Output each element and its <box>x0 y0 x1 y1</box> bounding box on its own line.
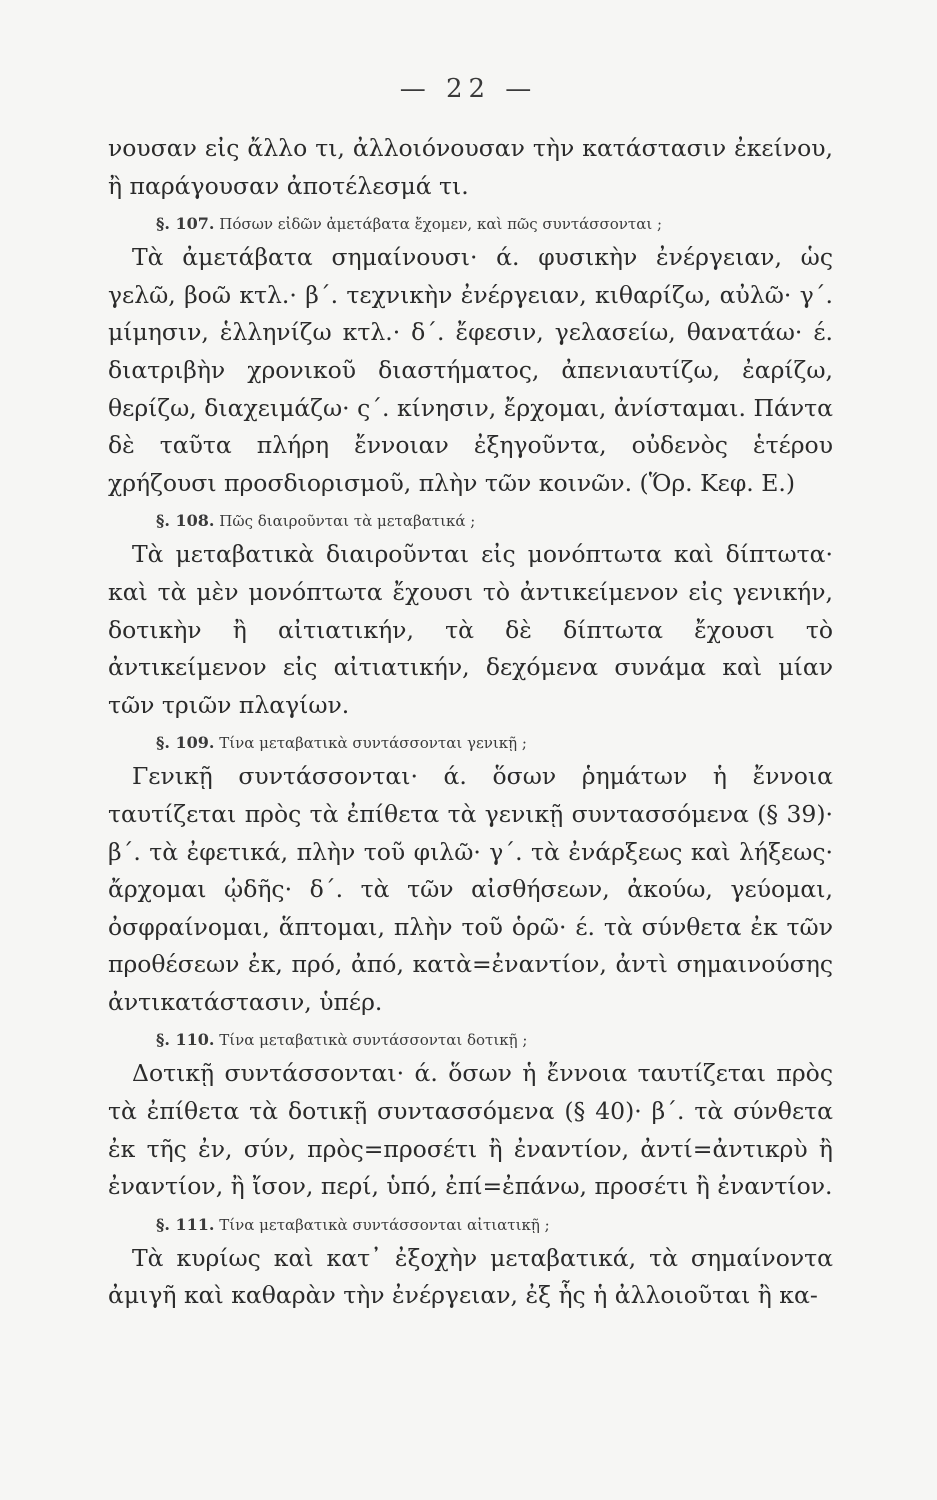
question-text: Τίνα μεταβατικὰ συντάσσονται δοτικῇ ; <box>219 1031 528 1050</box>
page-number: — 22 — <box>399 74 538 104</box>
section-109-answer: Γενικῇ συντάσσονται· ά. ὅσων ῥημάτων ἡ ἔννοια ταυτίζεται πρὸς τὰ ἐπίθετα τὰ γενικῇ συντασσόμενα (§ 39)· β΄. τὰ ἐφετικά, πλὴν τοῦ φιλῶ· γ΄. τὰ ἐνάρξεως καὶ λήξεως· ἄρχομαι ᾠδῆς· δ΄. τὰ τῶν αἰσθήσεων, ἀκούω, γεύομαι, ὀσφραίνομαι, ἅπτομαι, πλὴν τοῦ ὁρῶ· έ. τὰ σύνθετα ἐκ τῶν προθέσεων ἐκ, πρό, ἀπό, κατὰ=ἐναντίον, ἀντὶ σημαινούσης ἀντικατάστασιν, ὑπέρ. <box>108 762 833 1016</box>
section-number: §. 109. <box>156 733 215 753</box>
section-110-answer: Δοτικῇ συντάσσονται· ά. ὅσων ἡ ἔννοια ταυτίζεται πρὸς τὰ ἐπίθετα τὰ δοτικῇ συντασσόμενα (§ 40)· β΄. τὰ σύνθετα ἐκ τῆς ἐν, σύν, πρὸς=προσέτι ἢ ἐναντίον, ἀντί=ἀντικρὺ ἢ ἐναντίον, ἢ ἴσον, περί, ὑπό, ἐπί=ἐπάνω, προσέτι ἢ ἐναντίον. <box>108 1059 833 1201</box>
question-text: Πόσων εἰδῶν ἀμετάβατα ἔχομεν, καὶ πῶς συντάσσονται ; <box>219 215 663 234</box>
section-108-answer: Τὰ μεταβατικὰ διαιροῦνται εἰς μονόπτωτα καὶ δίπτωτα· καὶ τὰ μὲν μονόπτωτα ἔχουσι τὸ ἀντικείμενον εἰς γενικήν, δοτικὴν ἢ αἰτιατικήν, τὰ δὲ δίπτωτα ἔχουσι τὸ ἀντικείμενον εἰς αἰτιατικήν, δεχόμενα συνάμα καὶ μίαν τῶν τριῶν πλαγίων. <box>108 540 833 719</box>
section-108-question <box>108 508 833 534</box>
section-number: §. 108. <box>156 511 215 531</box>
question-text: Τίνα μεταβατικὰ συντάσσονται αἰτιατικῇ ; <box>219 1215 550 1234</box>
section-109-question <box>108 730 833 756</box>
section-number: §. 111. <box>156 1214 215 1234</box>
page-body <box>108 130 833 1315</box>
section-111-answer: Τὰ κυρίως καὶ κατ᾽ ἐξοχὴν μεταβατικά, τὰ σημαίνοντα ἀμιγῆ καὶ καθαρὰν τὴν ἐνέργειαν, ἐξ ἧς ἡ ἀλλοιοῦται ἢ κα- <box>108 1243 833 1310</box>
section-107-answer: Τὰ ἀμετάβατα σημαίνουσι· ά. φυσικὴν ἐνέργειαν, ὡς γελῶ, βοῶ κτλ.· β΄. τεχνικὴν ἐνέργειαν, κιθαρίζω, αὐλῶ· γ΄. μίμησιν, ἑλληνίζω κτλ.· δ΄. ἔφεσιν, γελασείω, θανατάω· έ. διατριβὴν χρονικοῦ διαστήματος, ἀπενιαυτίζω, ἐαρίζω, θερίζω, διαχειμάζω· ς΄. κίνησιν, ἔρχομαι, ἀνίσταμαι. Πάντα δὲ ταῦτα πλήρη ἔννοιαν ἐξηγοῦντα, οὐδενὸς ἑτέρου χρήζουσι προσδιορισμοῦ, πλὴν τῶν κοινῶν. (Ὅρ. Κεφ. Ε.) <box>108 243 833 497</box>
question-text: Τίνα μεταβατικὰ συντάσσονται γενικῇ ; <box>219 734 527 753</box>
paragraph-continuation: νουσαν εἰς ἄλλο τι, ἀλλοιόνουσαν τὴν κατάστασιν ἐκείνου, ἢ παράγουσαν ἀποτέλεσμά τι. <box>108 134 833 200</box>
section-number: §. 110. <box>156 1030 215 1050</box>
question-text: Πῶς διαιροῦνται τὰ μεταβατικά ; <box>219 512 476 531</box>
section-number: §. 107. <box>156 214 215 234</box>
section-107-question <box>108 211 833 237</box>
section-110-question <box>108 1027 833 1053</box>
section-111-question <box>108 1212 833 1238</box>
